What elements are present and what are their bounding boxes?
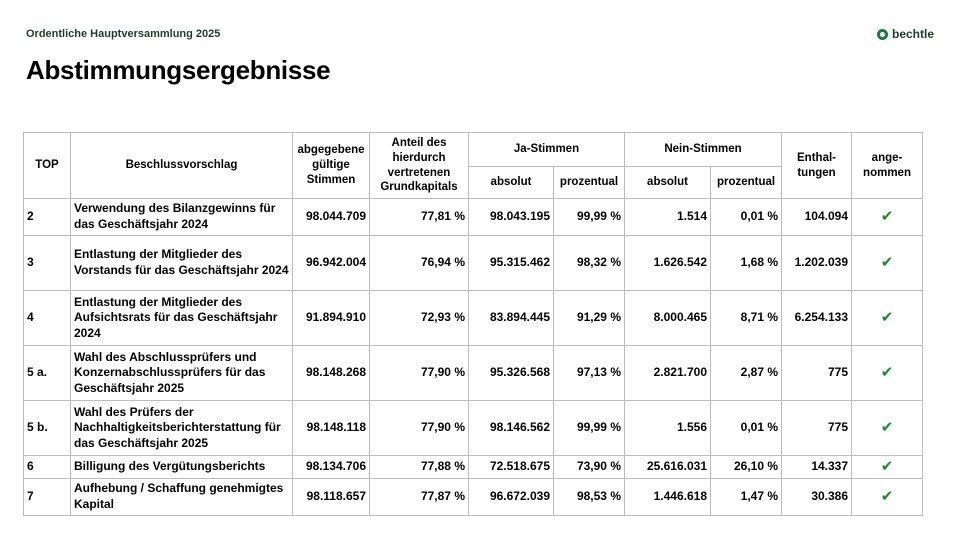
row-no-percentage-cell: 26,10 %: [711, 456, 782, 479]
row-share-cell: 72,93 %: [370, 291, 469, 346]
row-no-absolute-cell: 1.556: [625, 401, 711, 456]
row-top-cell: 5 a.: [24, 346, 71, 401]
checkmark-icon: ✔: [880, 419, 894, 437]
col-header-no-percentage: prozentual: [711, 167, 782, 199]
row-abstentions-cell: 1.202.039: [782, 236, 852, 291]
row-yes-percentage-cell: 97,13 %: [554, 346, 625, 401]
voting-results-table: [23, 132, 923, 516]
row-share-cell: 77,87 %: [370, 479, 469, 516]
logo-text: bechtle: [891, 27, 934, 41]
col-header-votes-cast: abgegebene gültige Stimmen: [293, 133, 370, 199]
row-top-cell: 2: [24, 199, 71, 236]
row-yes-percentage-cell: 99,99 %: [554, 199, 625, 236]
row-share-cell: 76,94 %: [370, 236, 469, 291]
row-no-absolute-cell: 2.821.700: [625, 346, 711, 401]
row-share-cell: 77,81 %: [370, 199, 469, 236]
row-no-absolute-cell: 1.446.618: [625, 479, 711, 516]
row-no-absolute-cell: 1.514: [625, 199, 711, 236]
table-body: [24, 199, 923, 516]
col-header-share-capital: Anteil des hierdurch vertretenen Grundkapitals: [370, 133, 469, 199]
table-row: [24, 479, 923, 516]
row-votes-cast-cell: 98.044.709: [293, 199, 370, 236]
row-adopted-cell: [852, 401, 923, 456]
row-abstentions-cell: 775: [782, 401, 852, 456]
row-no-percentage-cell: 1,47 %: [711, 479, 782, 516]
row-votes-cast-cell: 98.148.268: [293, 346, 370, 401]
event-subtitle: Ordentliche Hauptversammlung 2025: [26, 28, 221, 40]
col-header-abstentions: Enthal-tungen: [782, 133, 852, 199]
row-yes-percentage-cell: 99,99 %: [554, 401, 625, 456]
row-no-absolute-cell: 8.000.465: [625, 291, 711, 346]
page-title: Abstimmungsergebnisse: [26, 55, 331, 85]
row-yes-absolute-cell: 95.315.462: [469, 236, 554, 291]
checkmark-icon: ✔: [880, 254, 894, 272]
row-proposal-cell: Entlastung der Mitglieder des Vorstands für das Geschäftsjahr 2024: [71, 236, 293, 291]
row-share-cell: 77,90 %: [370, 346, 469, 401]
row-no-percentage-cell: 0,01 %: [711, 199, 782, 236]
row-yes-percentage-cell: 98,53 %: [554, 479, 625, 516]
row-adopted-cell: [852, 199, 923, 236]
table-row: [24, 346, 923, 401]
row-share-cell: 77,88 %: [370, 456, 469, 479]
checkmark-icon: ✔: [880, 364, 894, 382]
row-share-cell: 77,90 %: [370, 401, 469, 456]
row-adopted-cell: [852, 346, 923, 401]
row-proposal-cell: Wahl des Abschlussprüfers und Konzernabschlussprüfers für das Geschäftsjahr 2025: [71, 346, 293, 401]
row-votes-cast-cell: 98.134.706: [293, 456, 370, 479]
row-proposal-cell: Verwendung des Bilanzgewinns für das Geschäftsjahr 2024: [71, 199, 293, 236]
col-header-top: TOP: [24, 133, 71, 199]
checkmark-icon: ✔: [880, 309, 894, 327]
col-header-proposal: Beschlussvorschlag: [71, 133, 293, 199]
row-no-percentage-cell: 8,71 %: [711, 291, 782, 346]
table-row: [24, 456, 923, 479]
col-header-no-votes: Nein-Stimmen: [625, 133, 782, 167]
col-header-adopted: ange-nommen: [852, 133, 923, 199]
row-proposal-cell: Aufhebung / Schaffung genehmigtes Kapital: [71, 479, 293, 516]
col-header-yes-absolute: absolut: [469, 167, 554, 199]
row-proposal-cell: Entlastung der Mitglieder des Aufsichtsrats für das Geschäftsjahr 2024: [71, 291, 293, 346]
table-header-row: [24, 133, 923, 167]
row-abstentions-cell: 6.254.133: [782, 291, 852, 346]
checkmark-icon: ✔: [880, 208, 894, 226]
row-adopted-cell: [852, 479, 923, 516]
row-proposal-cell: Wahl des Prüfers der Nachhaltigkeitsberichterstattung für das Geschäftsjahr 2025: [71, 401, 293, 456]
row-no-percentage-cell: 1,68 %: [711, 236, 782, 291]
row-votes-cast-cell: 98.148.118: [293, 401, 370, 456]
row-votes-cast-cell: 91.894.910: [293, 291, 370, 346]
checkmark-icon: ✔: [880, 458, 894, 476]
row-no-absolute-cell: 1.626.542: [625, 236, 711, 291]
row-yes-percentage-cell: 98,32 %: [554, 236, 625, 291]
table-row: [24, 291, 923, 346]
row-yes-percentage-cell: 91,29 %: [554, 291, 625, 346]
col-header-no-absolute: absolut: [625, 167, 711, 199]
row-no-percentage-cell: 0,01 %: [711, 401, 782, 456]
row-yes-absolute-cell: 98.146.562: [469, 401, 554, 456]
row-yes-absolute-cell: 72.518.675: [469, 456, 554, 479]
table-row: [24, 199, 923, 236]
row-top-cell: 6: [24, 456, 71, 479]
row-votes-cast-cell: 96.942.004: [293, 236, 370, 291]
row-adopted-cell: [852, 236, 923, 291]
row-abstentions-cell: 775: [782, 346, 852, 401]
checkmark-icon: ✔: [880, 488, 894, 506]
row-abstentions-cell: 14.337: [782, 456, 852, 479]
row-yes-absolute-cell: 83.894.445: [469, 291, 554, 346]
row-adopted-cell: [852, 456, 923, 479]
row-no-absolute-cell: 25.616.031: [625, 456, 711, 479]
row-top-cell: 4: [24, 291, 71, 346]
row-yes-percentage-cell: 73,90 %: [554, 456, 625, 479]
table-row: [24, 401, 923, 456]
row-yes-absolute-cell: 96.672.039: [469, 479, 554, 516]
row-adopted-cell: [852, 291, 923, 346]
row-yes-absolute-cell: 98.043.195: [469, 199, 554, 236]
table-row: [24, 236, 923, 291]
row-proposal-cell: Billigung des Vergütungsberichts: [71, 456, 293, 479]
bechtle-logo: [877, 27, 934, 41]
col-header-yes-percentage: prozentual: [554, 167, 625, 199]
row-yes-absolute-cell: 95.326.568: [469, 346, 554, 401]
row-votes-cast-cell: 98.118.657: [293, 479, 370, 516]
row-abstentions-cell: 30.386: [782, 479, 852, 516]
col-header-yes-votes: Ja-Stimmen: [469, 133, 625, 167]
row-abstentions-cell: 104.094: [782, 199, 852, 236]
row-top-cell: 7: [24, 479, 71, 516]
row-top-cell: 5 b.: [24, 401, 71, 456]
logo-circle-icon: [877, 29, 888, 40]
row-no-percentage-cell: 2,87 %: [711, 346, 782, 401]
row-top-cell: 3: [24, 236, 71, 291]
